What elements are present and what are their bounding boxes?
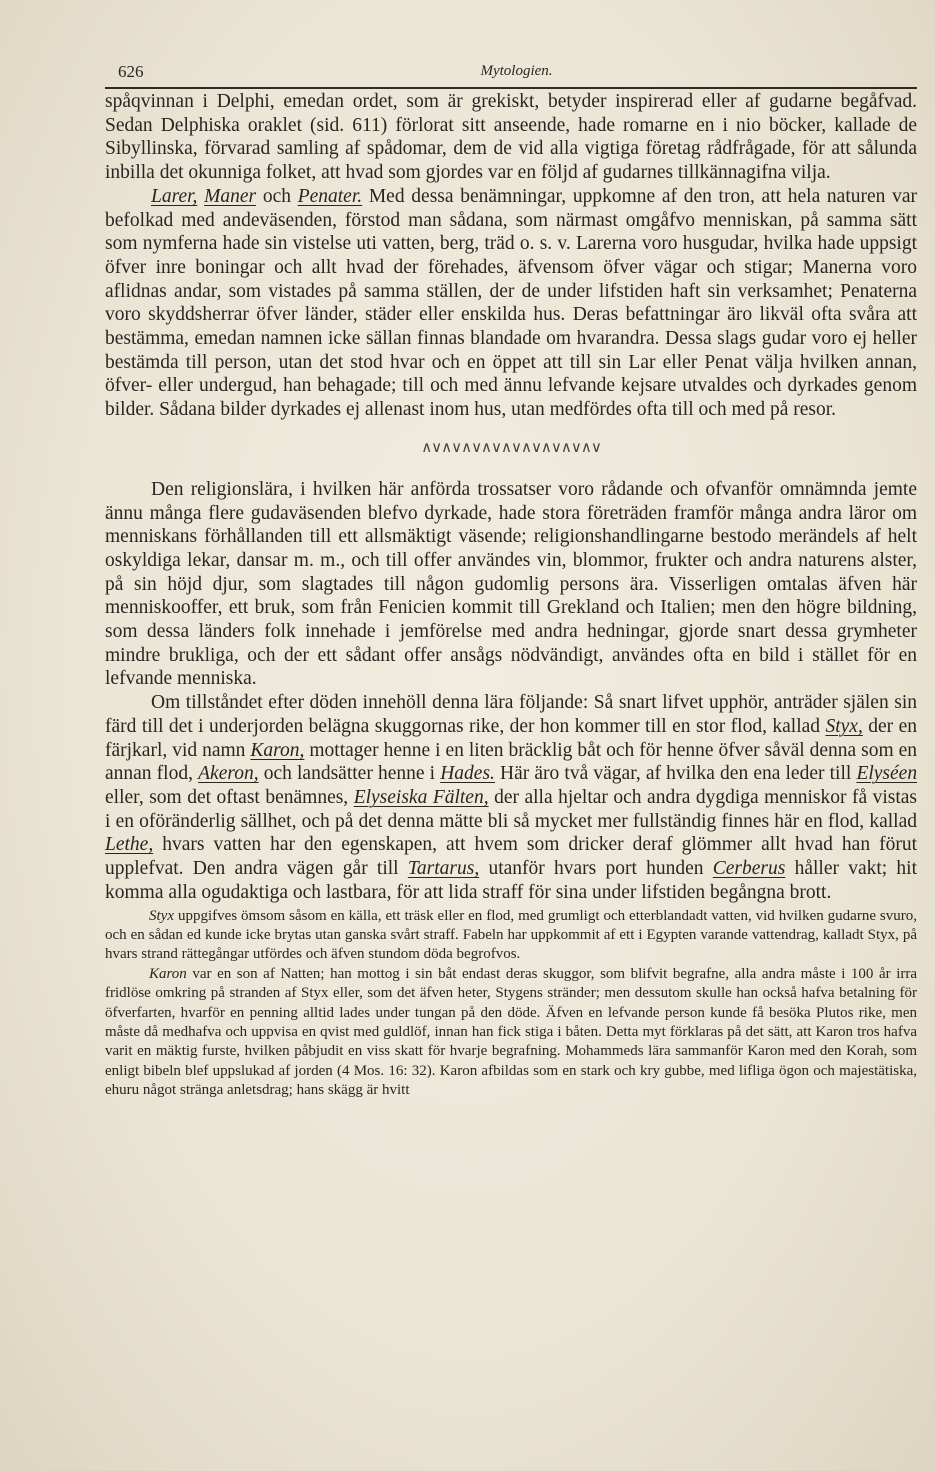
term-tartarus: Tartarus, xyxy=(407,858,480,880)
paragraph-sibyls xyxy=(105,90,917,185)
note-term: Styx xyxy=(149,907,174,924)
note-text: uppgifves ömsom såsom en källa, ett träsk eller en flod, med grumligt och etterblandadt vatten, vid hvilken gudarne svuro, och en sådan ed kunde icke brytas utan ganska svårt straff. Fabeln har uppkommit af ett i Egypten varande vattendrag, kalladt Styx, på hvars strand rättegångar utfördes och äfven stundom döda begrofvos. xyxy=(105,907,918,963)
text-run: och landsätter henne i xyxy=(263,763,436,785)
text-run: mottager henne i en liten bräcklig båt och för henne öfver såväl denna som en annan flod, xyxy=(105,739,918,785)
paragraph-text: spåqvinnan i Delphi, emedan ordet, som är grekiskt, betyder inspirerad eller af gudarne begåfvad. Sedan Delphiska oraklet (sid. 611) förlorat sitt anseende, hade romarne en i nio böcker, kallade de Sibyllinska, förvarad samling af spådomar, dem de vid alla vigtiga företag rådfrågade, för att sålunda inbilla det okunniga folket, att hvad som gjordes var en följd af gudarnes tillkännagifna vilja. xyxy=(105,91,917,184)
term-elyseen: Elyséen xyxy=(856,763,918,785)
text-run: eller, som det oftast benämnes, xyxy=(105,786,349,808)
term-elyseiska-falten: Elyseiska Fälten, xyxy=(353,786,489,808)
term-hades: Hades. xyxy=(440,763,495,785)
text-run: hvars vatten har den egenskapen, att hvem som dricker deraf glömmer allt hvad han förut upplefvat. Den andra vägen går till xyxy=(105,834,917,880)
term-akeron: Akeron, xyxy=(198,763,259,785)
term-maner: Maner xyxy=(204,185,257,207)
term-penater: Penater. xyxy=(297,185,363,207)
paragraph-larer xyxy=(105,185,917,422)
note-term: Karon xyxy=(149,965,187,982)
section-ornament: ∧∨∧∨∧∨∧∨∧∨∧∨∧∨∧∨∧∨ xyxy=(421,439,601,456)
term-karon: Karon, xyxy=(250,739,305,761)
term-cerberus: Cerberus xyxy=(712,858,786,880)
page-number: 626 xyxy=(118,62,144,81)
paragraph-text: Med dessa benämningar, uppkomne af den tron, att hela naturen var befolkad med andeväsenden, förstod man sådana, som närmast omgåfvo menniskan, på samma sätt som nymferna hade sin vistelse uti vatten, berg, träd o. s. v. Larerna voro husgudar, hvilka hade uppsigt öfver inre boningar och allt hvad der förehades, äfvensom öfver vägar och stigar; Manerna voro aflidnas andar, som vistades på samma ställen, der de under lifstiden haft sin verksamhet; Penaterna voro skyddsherrar öfver länder, städer eller enskilda hus. Deras befattningar äro likväl ofta svåra att bestämma, emedan namnen icke sällan finnas blandade om hvarandra. Dessa slags gudar voro ej heller bestämda till person, utan det stod hvar och en öppet att till sin Lar eller Penat välja hvilken annan, öfver- eller undergud, han behagade; till och med ännu lefvande kejsare utvaldes och dyrkades genom bilder. Sådana bilder dyrkades ej allenast inom hus, utan medfördes ofta till och med på resor. xyxy=(105,185,917,421)
term-lethe: Lethe, xyxy=(105,834,154,856)
paragraph-text: Den religionslära, i hvilken här anförda trossatser voro rådande och ofvanför omnämnda jemte ännu många flere gudaväsenden blefvo dyrkade, hade stora företräden framför många andra läror om menniskans förhållanden till ett allsmäktigt väsende; religionshandlingarne bestodo merändels af helt oskyldiga lekar, dansar m. m., och till offer användes vin, blommor, frukter och andra naturens alster, på sin höjd djur, som slagtades till någon gudomlig persons ära. Visserligen omtalas äfven här menniskooffer, ett bruk, som från Fenicien kommit till Grekland och Italien; men den högre bildning, som dessa länders folk innehade i jemförelse med andra hedningar, gjorde snart dessa grymheter mindre brukliga, och der ett sådant offer ansågs nödvändigt, användes ofta en bild i stället för en lefvande menniska. xyxy=(105,478,917,690)
text-run: Här äro två vägar, af hvilka den ena leder till xyxy=(500,763,852,785)
note-karon xyxy=(105,965,917,1101)
term-larer: Larer, xyxy=(151,185,198,207)
header-rule xyxy=(105,87,917,89)
text-run: der alla hjeltar och andra dygdiga menniskor få vistas i en oföränderlig sällhet, och på det denna mätte bli så mycket mer fullständig finnes här en flod, kallad xyxy=(105,786,918,832)
text-run: håller vakt; hit komma alla ogudaktiga och lastbara, för att lida straff för sina under lifstiden begångna brott. xyxy=(105,858,918,903)
text-run: der en färjkarl, vid namn xyxy=(105,715,918,761)
text-run: utanför hvars port hunden xyxy=(488,858,704,880)
conjunction: och xyxy=(262,185,291,207)
text-run: Om tillståndet efter döden innehöll denna lära följande: Så snart lifvet upphör, anträder själen sin färd till det i underjorden belägna skuggornas rike, der hon kommer till en stor flod, kallad xyxy=(105,692,917,737)
page-header xyxy=(118,62,915,86)
body-text xyxy=(105,90,917,1101)
paragraph-afterlife xyxy=(105,691,917,904)
footnotes xyxy=(105,907,917,1101)
term-styx: Styx, xyxy=(825,715,863,737)
note-styx xyxy=(105,907,917,965)
paragraph-religion xyxy=(105,478,917,691)
note-text: var en son af Natten; han mottog i sin båt endast deras skuggor, som blifvit begrafne, alla andra måste i 100 år irra fridlöse omkring på stranden af Styx eller, som det äfven heter, Stygens stränder; men dessutom skulle han också hafva betalning för öfverfarten, hvarför en penning alltid lades under tungan på den döde. Äfven en lefvande person kunde få besöka Plutos rike, men måste då medhafva och uppvisa en qvist med guldlöf, innan han fick stiga i båten. Detta myt förklaras på det sätt, att Karon tros hafva varit en mäktig furste, hvilken påbjudit en viss skatt för hvarje begrafning. Mohammeds lära sammanför Karon med den Korah, som enligt bibeln blef uppslukad af jorden (4 Mos. 16: 32). Karon afbildas som en stark och kry gubbe, med lifliga ögon och majestätiska, ehuru något stränga anletsdrag; hans skägg är hvitt xyxy=(105,965,918,1099)
running-title: Mytologien. xyxy=(480,63,553,79)
